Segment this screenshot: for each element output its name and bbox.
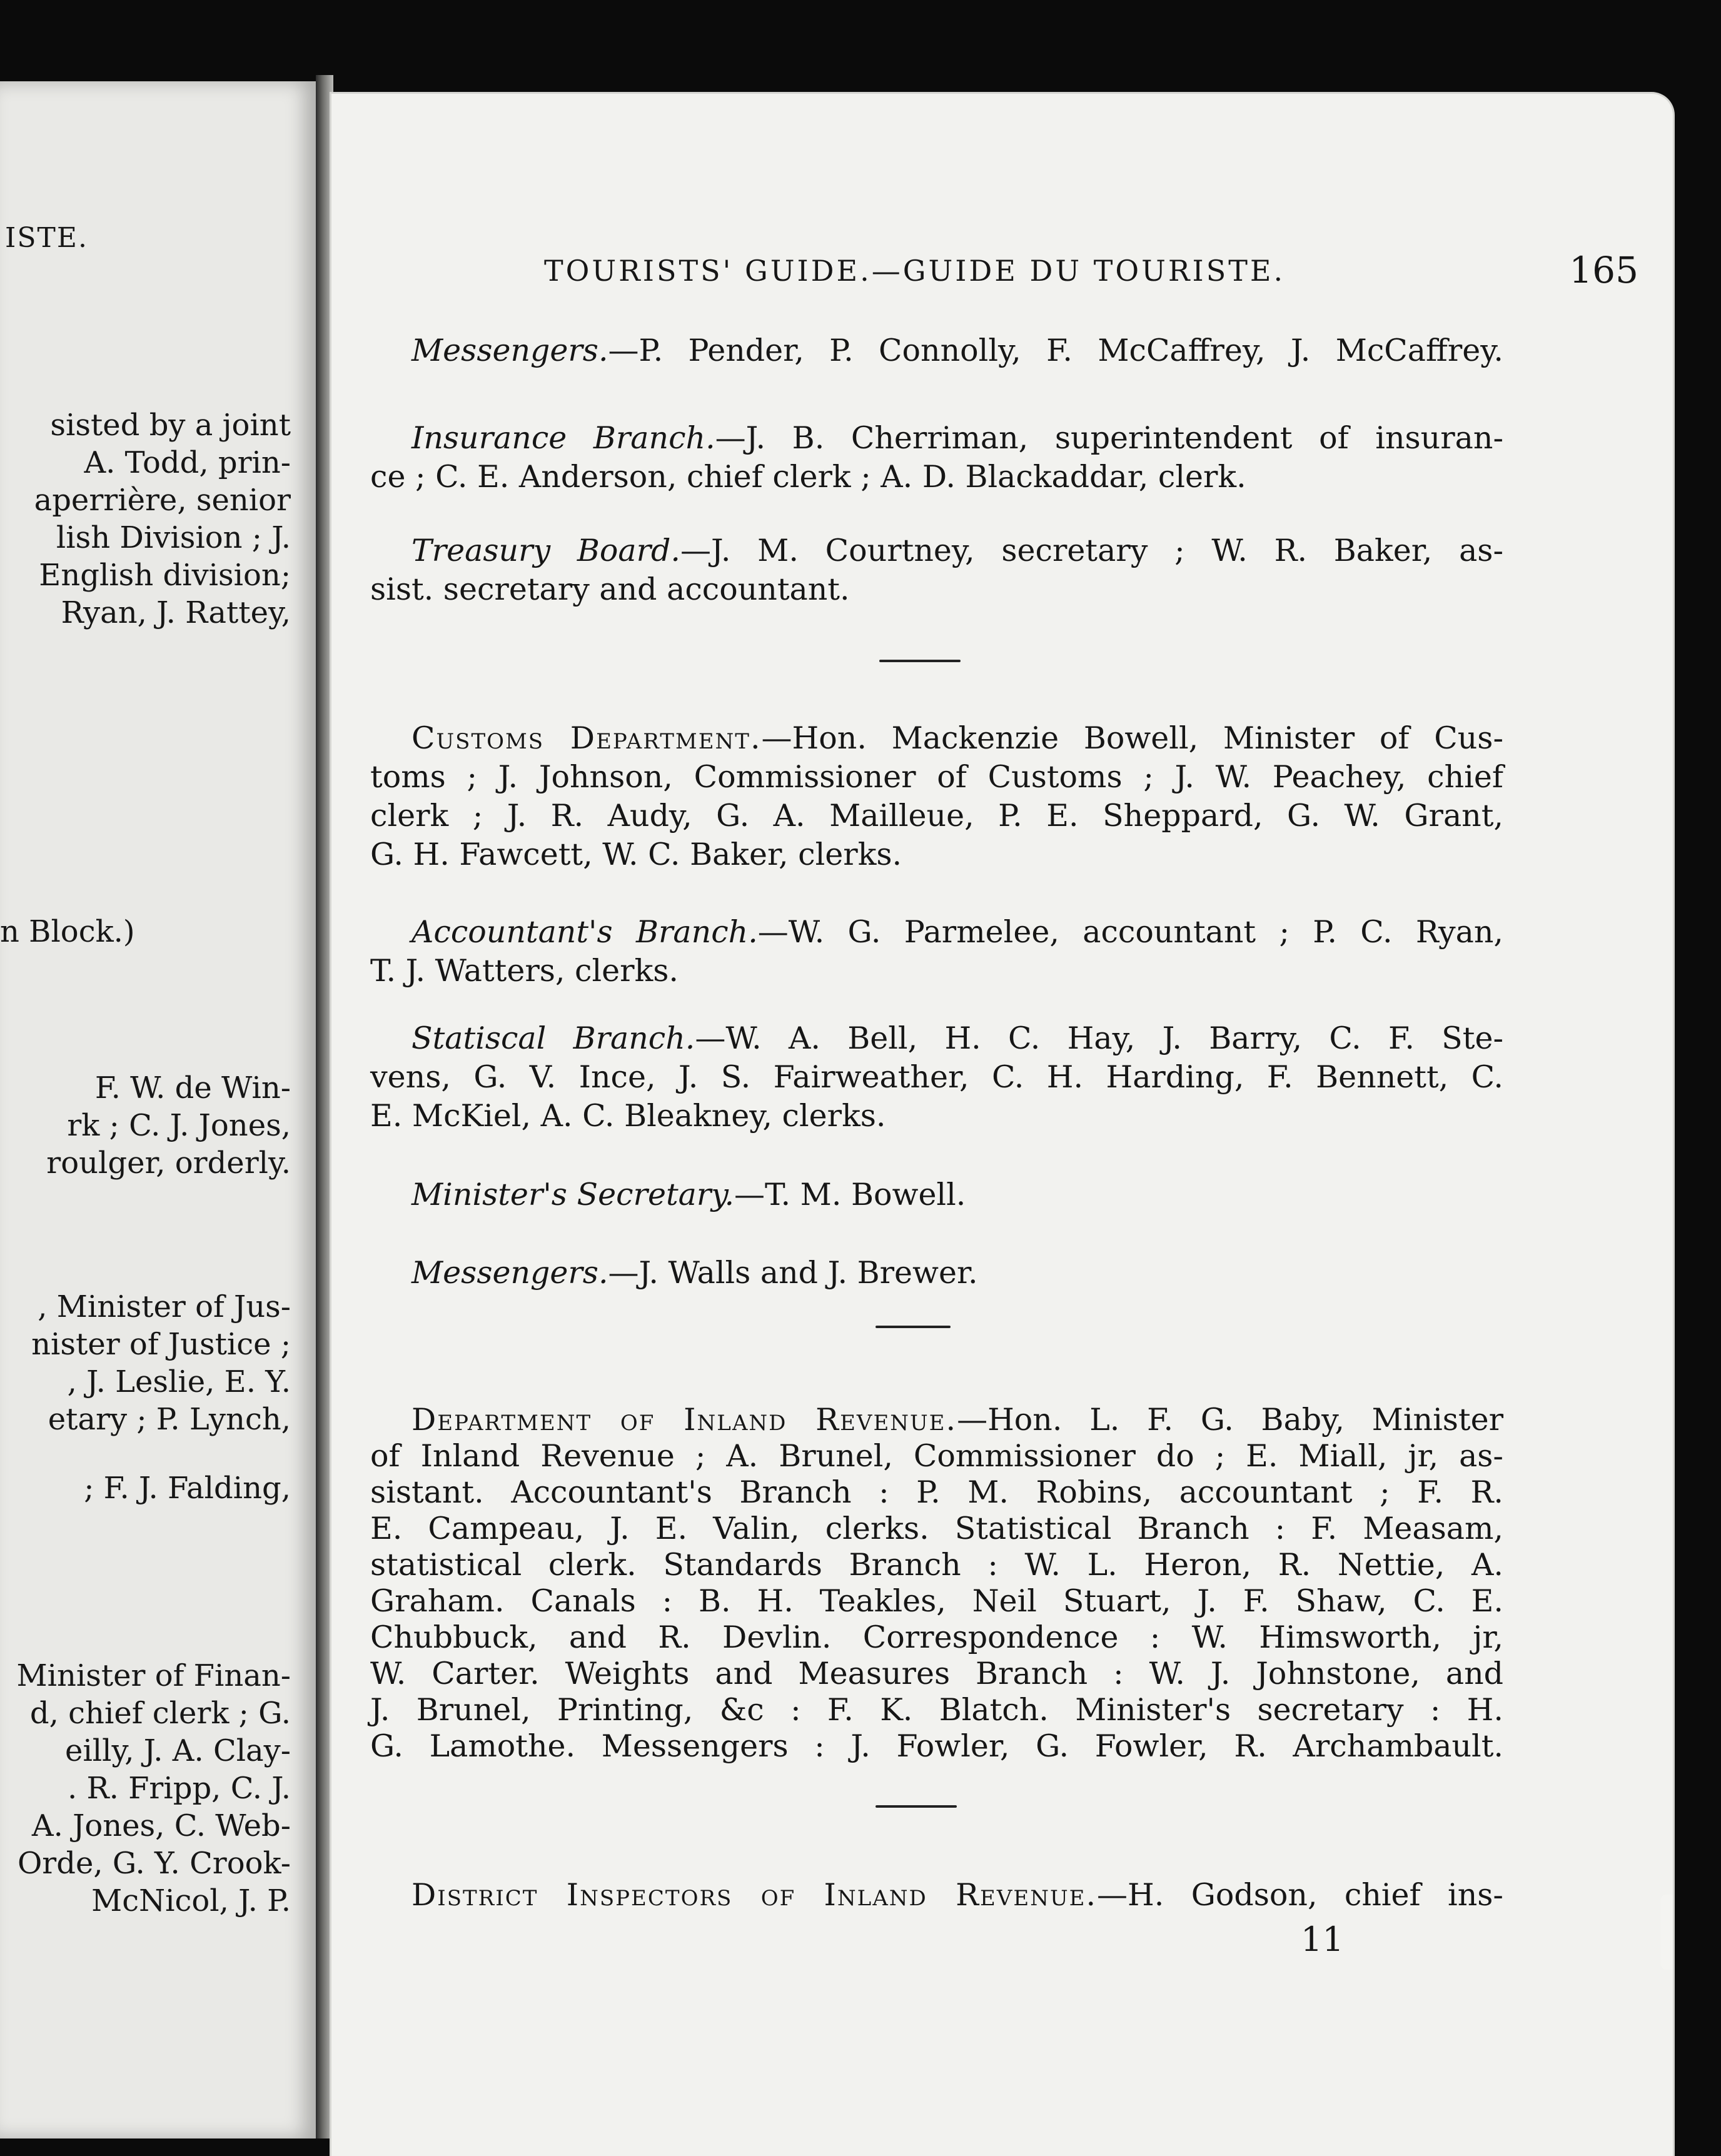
left-text-line: Minister of Finan- xyxy=(16,1658,291,1693)
left-text-line: F. W. de Win- xyxy=(94,1070,291,1106)
text-line xyxy=(370,797,1503,835)
left-text-line: etary ; P. Lynch, xyxy=(48,1402,291,1437)
entry-text: G. Lamothe. Messengers : J. Fowler, G. Fowler, R. Archambault. xyxy=(370,1728,1503,1764)
text-line xyxy=(411,1401,1503,1439)
left-text-line: sisted by a joint xyxy=(50,408,291,443)
entry-text: statistical clerk. Standards Branch : W. L. Heron, R. Nettie, A. xyxy=(370,1547,1503,1583)
left-text-line: rk ; C. J. Jones, xyxy=(67,1108,291,1143)
entry-text: —T. M. Bowell. xyxy=(734,1177,966,1212)
entry-heading: Treasury Board. xyxy=(411,533,680,568)
left-running-head: ISTE. xyxy=(5,222,88,254)
entry-heading: Minister's Secretary. xyxy=(411,1177,735,1212)
left-text-line: . R. Fripp, C. J. xyxy=(67,1771,291,1806)
entry-text: —W. A. Bell, H. C. Hay, J. Barry, C. F. Ste- xyxy=(695,1020,1503,1056)
text-line xyxy=(370,1473,1503,1512)
left-text-line: eilly, J. A. Clay- xyxy=(65,1733,291,1768)
text-line xyxy=(370,1058,1503,1097)
section-rule xyxy=(879,660,961,662)
department-heading: Customs Department. xyxy=(411,720,762,756)
entry-text: E. McKiel, A. C. Bleakney, clerks. xyxy=(370,1098,886,1134)
entry-heading: Accountant's Branch. xyxy=(411,914,758,950)
text-line xyxy=(370,1509,1503,1548)
entry-heading: Statiscal Branch. xyxy=(411,1020,695,1056)
left-text-line: lish Division ; J. xyxy=(56,520,291,555)
signature-folio: 11 xyxy=(1301,1920,1344,1959)
running-head xyxy=(544,249,1638,293)
text-line xyxy=(370,1546,1503,1584)
text-line xyxy=(411,531,1503,570)
book-gutter xyxy=(316,75,333,2138)
entry-text: —W. G. Parmelee, accountant ; P. C. Ryan, xyxy=(757,914,1503,950)
text-line xyxy=(370,1727,1503,1766)
text-line xyxy=(411,719,1503,758)
entry-text: of Inland Revenue ; A. Brunel, Commissioner do ; E. Miall, jr, as- xyxy=(370,1438,1503,1474)
department-heading: District Inspectors of Inland Revenue. xyxy=(411,1877,1098,1913)
entry-text: clerk ; J. R. Audy, G. A. Mailleue, P. E. Sheppard, G. W. Grant, xyxy=(370,798,1503,834)
text-line xyxy=(411,1254,1503,1292)
entry-text: —J. B. Cherriman, superintendent of insuran- xyxy=(715,420,1503,456)
left-text-line: nister of Justice ; xyxy=(31,1327,291,1362)
left-text-line: ; F. J. Falding, xyxy=(84,1471,291,1506)
text-line xyxy=(411,1176,1503,1214)
entry-text: sistant. Accountant's Branch : P. M. Robins, accountant ; F. R. xyxy=(370,1474,1503,1510)
entry-text: sist. secretary and accountant. xyxy=(370,572,850,607)
entry-heading: Messengers. xyxy=(411,1255,608,1291)
entry-text: Chubbuck, and R. Devlin. Correspondence : W. Himsworth, jr, xyxy=(370,1620,1503,1655)
text-line xyxy=(370,570,1503,609)
text-line xyxy=(370,1437,1503,1476)
text-line xyxy=(411,419,1503,458)
text-line xyxy=(370,758,1503,797)
section-rule xyxy=(876,1805,957,1808)
entry-text: Graham. Canals : B. H. Teakles, Neil Stuart, J. F. Shaw, C. E. xyxy=(370,1583,1503,1619)
department-heading: Department of Inland Revenue. xyxy=(411,1402,957,1438)
entry-text: E. Campeau, J. E. Valin, clerks. Statistical Branch : F. Measam, xyxy=(370,1511,1503,1546)
left-text-line: A. Todd, prin- xyxy=(84,445,291,480)
entry-text: toms ; J. Johnson, Commissioner of Customs ; J. W. Peachey, chief xyxy=(370,759,1503,795)
entry-text: W. Carter. Weights and Measures Branch : W. J. Johnstone, and xyxy=(370,1656,1503,1691)
text-line xyxy=(370,835,1503,874)
entry-text: —P. Pender, P. Connolly, F. McCaffrey, J. McCaffrey. xyxy=(608,333,1503,368)
left-text-line: d, chief clerk ; G. xyxy=(29,1696,291,1731)
text-line xyxy=(411,331,1503,370)
left-page-fragment xyxy=(0,81,316,2138)
text-line xyxy=(370,1618,1503,1657)
entry-text: ce ; C. E. Anderson, chief clerk ; A. D. Blackaddar, clerk. xyxy=(370,459,1246,495)
left-text-line: Orde, G. Y. Crook- xyxy=(17,1846,291,1881)
text-line xyxy=(370,458,1503,496)
text-line xyxy=(370,1691,1503,1730)
entry-text: J. Brunel, Printing, &c : F. K. Blatch. Minister's secretary : H. xyxy=(370,1692,1503,1728)
section-rule xyxy=(876,1326,951,1328)
entry-heading: Insurance Branch. xyxy=(411,420,715,456)
entry-text: G. H. Fawcett, W. C. Baker, clerks. xyxy=(370,837,902,872)
page-number: 165 xyxy=(1569,249,1638,291)
left-text-line: n Block.) xyxy=(0,914,135,949)
left-text-line: , Minister of Jus- xyxy=(38,1289,291,1324)
left-text-line: Ryan, J. Rattey, xyxy=(61,595,291,630)
left-text-line: McNicol, J. P. xyxy=(91,1883,291,1918)
left-text-line: English division; xyxy=(39,558,291,593)
page-edge xyxy=(1660,1895,1673,1970)
right-page xyxy=(331,94,1673,2156)
text-line xyxy=(370,1655,1503,1693)
entry-text: —J. Walls and J. Brewer. xyxy=(608,1255,978,1291)
text-line xyxy=(370,1582,1503,1621)
text-line xyxy=(370,952,1503,990)
running-head-title: TOURISTS' GUIDE.—GUIDE DU TOURISTE. xyxy=(544,254,1286,288)
entry-text: —H. Godson, chief ins- xyxy=(1097,1877,1503,1913)
entry-text: —J. M. Courtney, secretary ; W. R. Baker, as- xyxy=(680,533,1503,568)
left-text-line: roulger, orderly. xyxy=(46,1146,291,1181)
entry-text: —Hon. L. F. G. Baby, Minister xyxy=(957,1402,1503,1438)
entry-text: T. J. Watters, clerks. xyxy=(370,953,679,989)
left-text-line: , J. Leslie, E. Y. xyxy=(67,1364,291,1399)
text-line xyxy=(411,1876,1503,1915)
left-text-line: aperrière, senior xyxy=(34,483,291,518)
text-line xyxy=(411,913,1503,952)
text-line xyxy=(411,1019,1503,1058)
left-text-line: A. Jones, C. Web- xyxy=(31,1808,291,1843)
entry-text: vens, G. V. Ince, J. S. Fairweather, C. H. Harding, F. Bennett, C. xyxy=(370,1059,1503,1095)
entry-text: —Hon. Mackenzie Bowell, Minister of Cus- xyxy=(761,720,1503,756)
text-line xyxy=(370,1097,1503,1136)
entry-heading: Messengers. xyxy=(411,333,608,368)
